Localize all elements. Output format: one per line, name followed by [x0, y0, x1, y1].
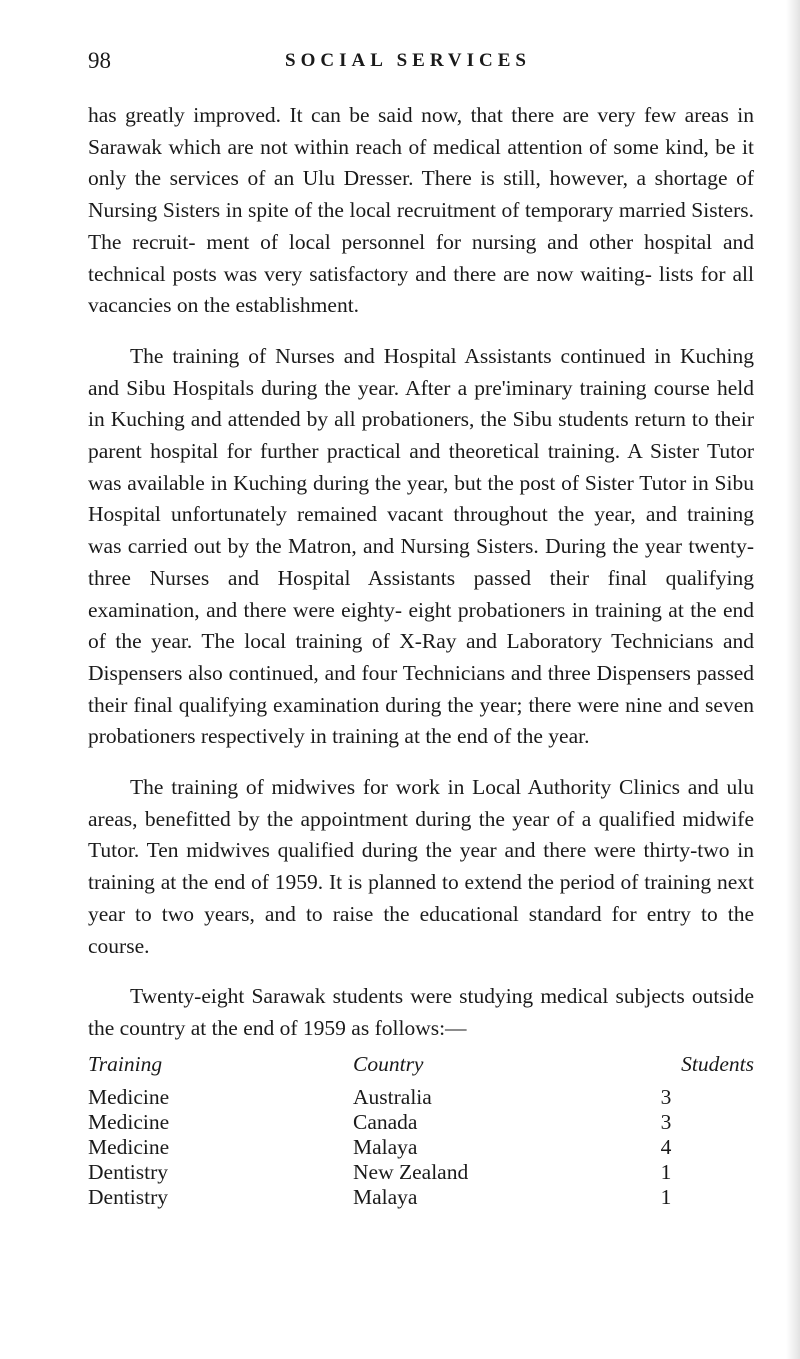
header-students: Students	[681, 1052, 754, 1076]
table-row	[88, 1185, 754, 1210]
header-training: Training	[88, 1052, 163, 1076]
cell-country: Malaya	[353, 1135, 418, 1159]
table-header-row	[88, 1052, 754, 1085]
table-row	[88, 1135, 754, 1160]
students-table	[88, 1052, 754, 1210]
paragraph-training-nurses: The training of Nurses and Hospital Assistants continued in Kuching and Sibu Hospitals during the year. After a pre'iminary training course held in Kuching and attended by all probationers, the Sibu students return to their parent hospital for further practical and theoretical training. A Sister Tutor was available in Kuching during the year, but the post of Sister Tutor in Sibu Hospital unfortunately remained vacant throughout the year, and training was carried out by the Matron, and Nursing Sisters. During the year twenty-three Nurses and Hospital Assistants passed their final qualifying examination, and there were eighty- eight probationers in training at the end of the year. The local training of X-Ray and Laboratory Technicians and Dispensers also continued, and four Technicians and three Dispensers passed their final qualifying examination during the year; there were nine and seven probationers respectively in training at the end of the year.	[88, 343, 754, 749]
cell-country: Canada	[353, 1110, 418, 1134]
cell-students: 1	[660, 1160, 672, 1184]
cell-students: 3	[660, 1085, 672, 1109]
cell-country: Australia	[353, 1085, 432, 1109]
cell-country: Malaya	[353, 1185, 418, 1209]
paragraph-students-abroad: Twenty-eight Sarawak students were studying medical subjects outside the country at the end of 1959 as follows:—	[88, 984, 754, 1040]
cell-training: Dentistry	[88, 1185, 169, 1209]
paragraph-midwives: The training of midwives for work in Local Authority Clinics and ulu areas, benefitted by the appointment during the year of a qualified midwife Tutor. Ten midwives qualified during the year and there were thirty-two in training at the end of 1959. It is planned to extend the period of training next year to two years, and to raise the educational standard for entry to the course.	[88, 775, 754, 958]
cell-students: 1	[660, 1185, 672, 1209]
scan-edge-shadow	[786, 0, 800, 1359]
cell-training: Medicine	[88, 1110, 170, 1134]
running-head: SOCIAL SERVICES	[285, 50, 531, 71]
cell-training: Medicine	[88, 1085, 170, 1109]
header-country: Country	[353, 1052, 424, 1076]
cell-training: Dentistry	[88, 1160, 169, 1184]
cell-country: New Zealand	[353, 1160, 469, 1184]
cell-students: 4	[660, 1135, 672, 1159]
table-row	[88, 1110, 754, 1135]
page-number: 98	[88, 48, 111, 73]
page-header	[88, 46, 728, 76]
cell-students: 3	[660, 1110, 672, 1134]
cell-training: Medicine	[88, 1135, 170, 1159]
table-row	[88, 1160, 754, 1185]
body-text	[88, 100, 754, 1064]
paragraph-continued: has greatly improved. It can be said now, that there are very few areas in Sarawak which are not within reach of medical attention of some kind, be it only the services of an Ulu Dresser. There is still, however, a shortage of Nursing Sisters in spite of the local recruitment of temporary married Sisters. The recruit- ment of local personnel for nursing and other hospital and technical posts was very satisfactory and there are now waiting- lists for all vacancies on the establishment.	[88, 103, 754, 318]
table-row	[88, 1085, 754, 1110]
